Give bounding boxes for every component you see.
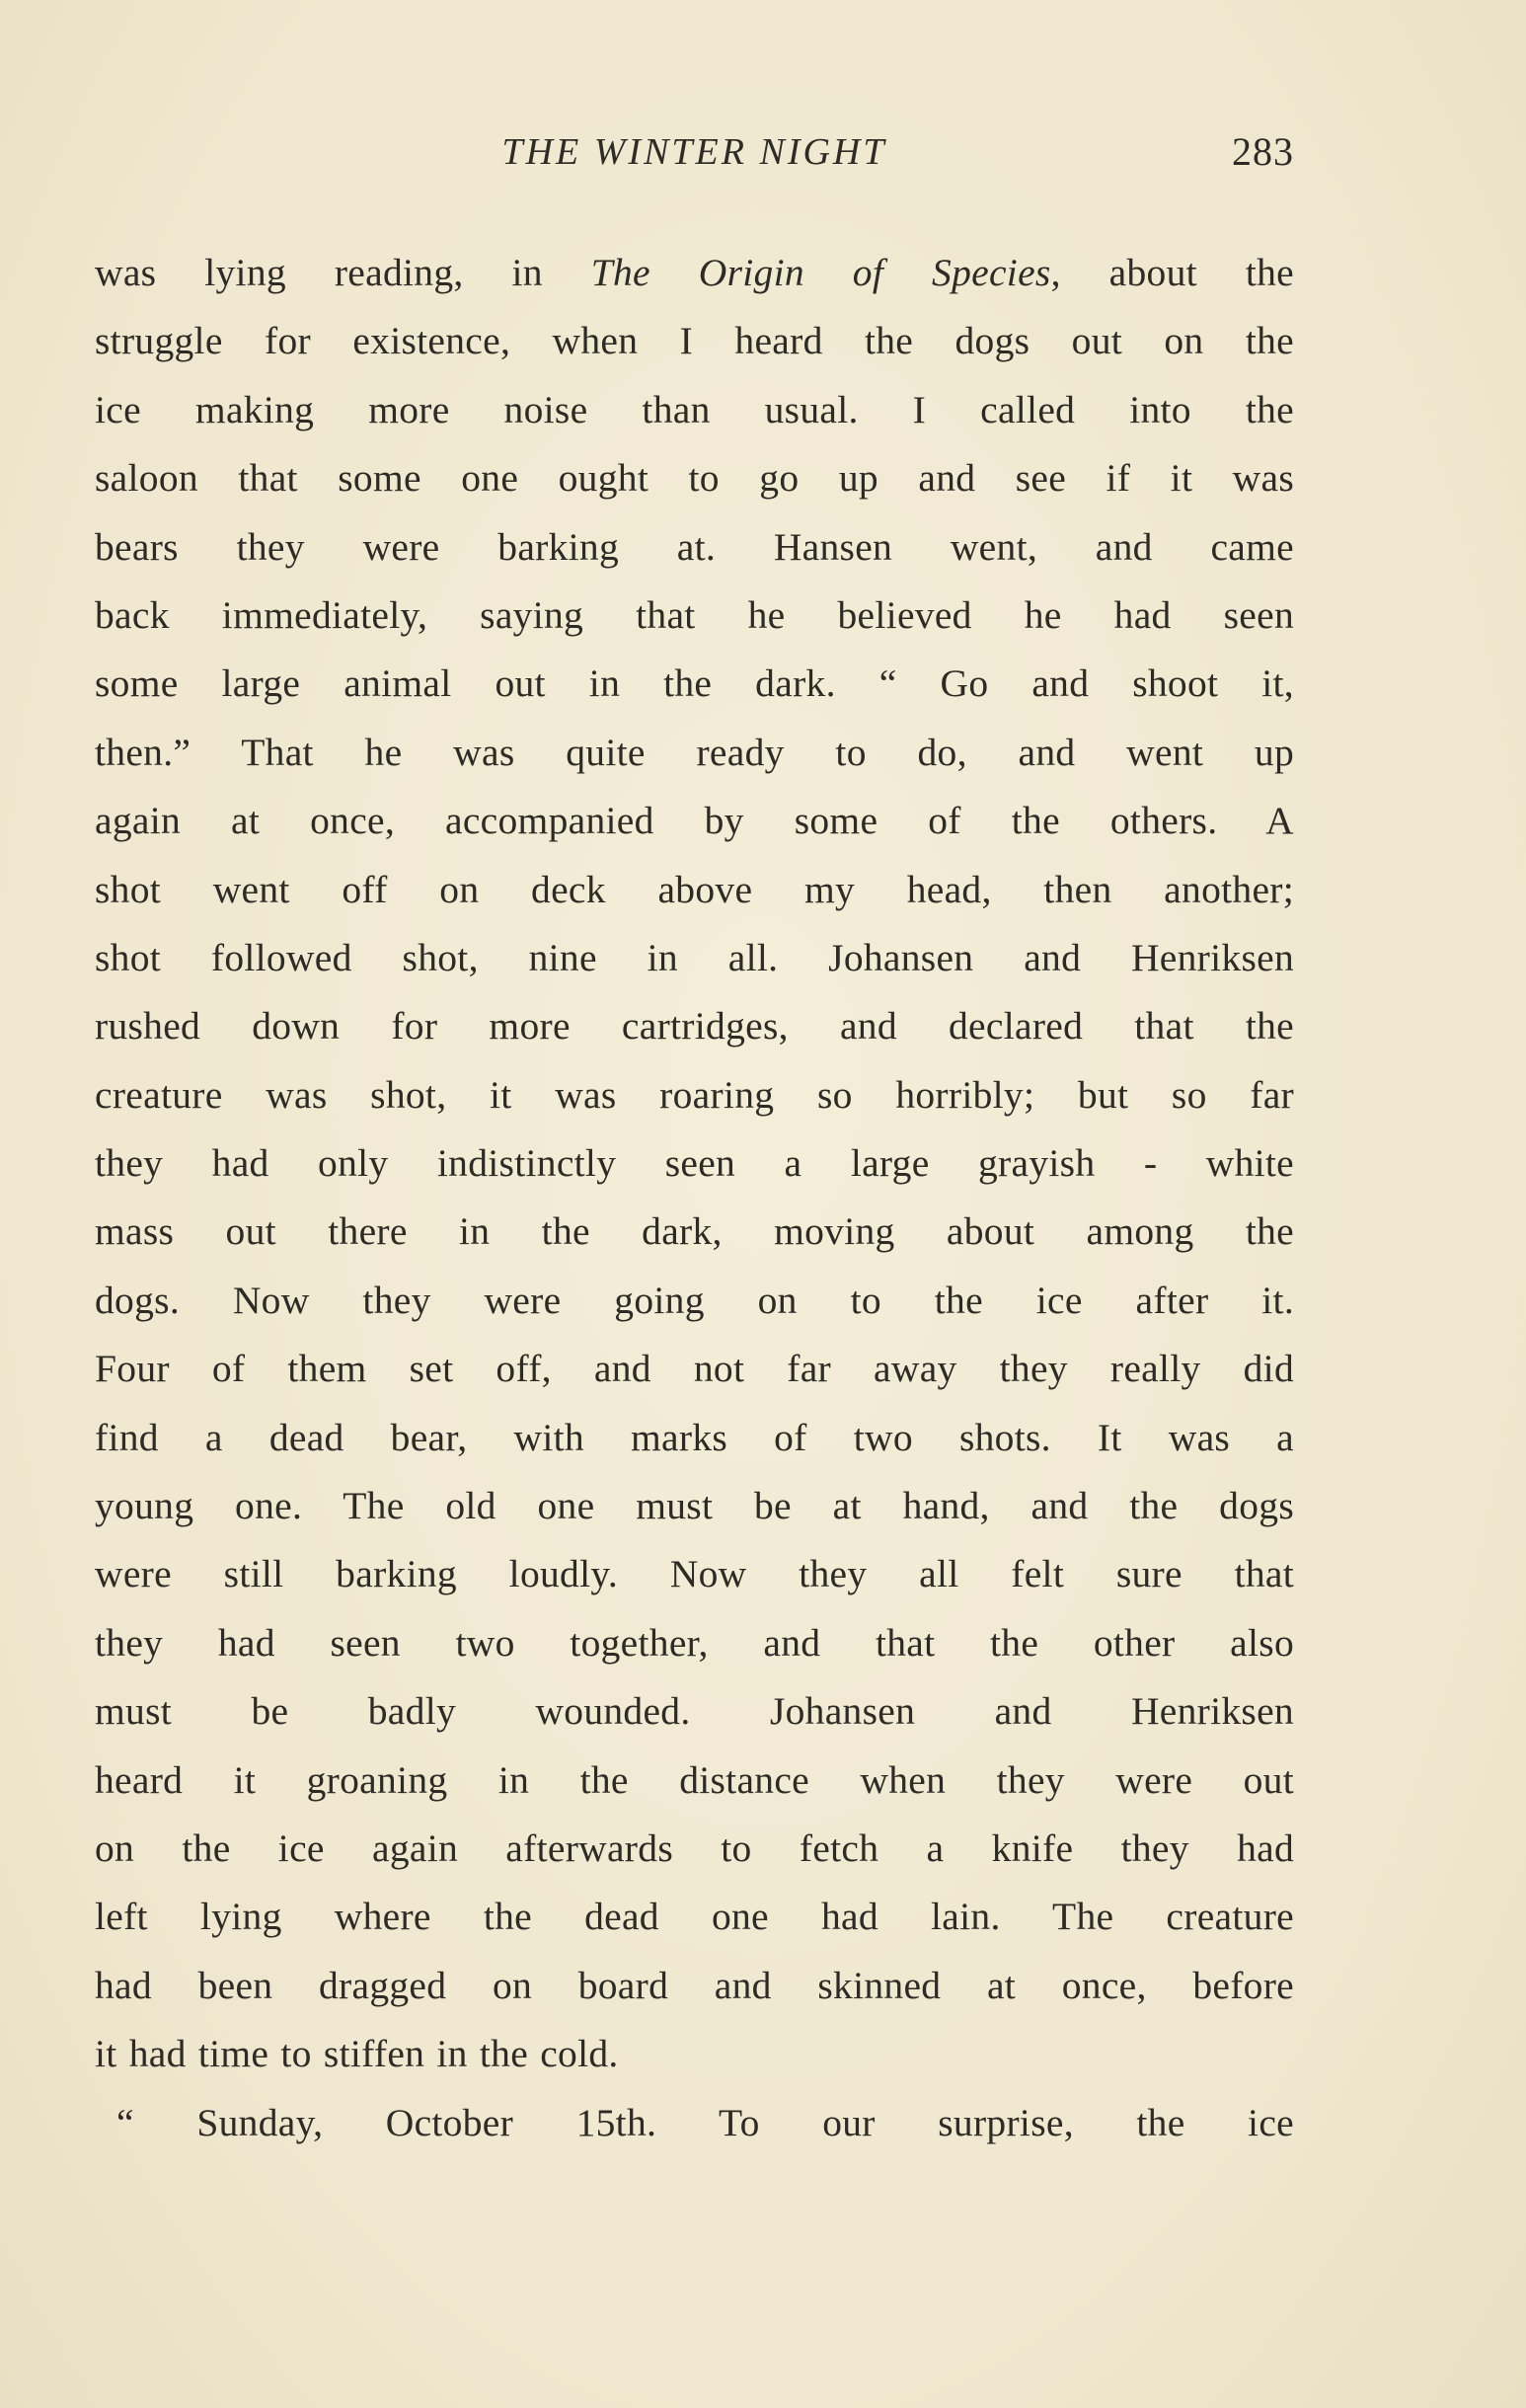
running-head (95, 122, 1294, 182)
text-line-17: Four of them set off, and not far away they really did (95, 1347, 1294, 1391)
text-line-15: mass out there in the dark, moving about among the (95, 1209, 1294, 1254)
text-line-11: shot followed shot, nine in all. Johansen and Henriksen (95, 935, 1294, 979)
text-line-3: ice making more noise than usual. I called into the (95, 387, 1294, 431)
text-line-25: left lying where the dead one had lain. The creature (95, 1895, 1294, 1939)
text-line-20: were still barking loudly. Now they all felt sure that (95, 1552, 1294, 1596)
text-line-7: some large animal out in the dark. “ Go and shoot it, (95, 661, 1294, 706)
text-line-10: shot went off on deck above my head, then another; (95, 867, 1294, 911)
text-line-18: find a dead bear, with marks of two shots. It was a (95, 1415, 1294, 1459)
text-line-12: rushed down for more cartridges, and declared that the (95, 1004, 1294, 1049)
text-line-21: they had seen two together, and that the other also (95, 1620, 1294, 1665)
text-line-26: had been dragged on board and skinned at once, before (95, 1963, 1294, 2007)
text-line-27: it had time to stiffen in the cold. (95, 2032, 619, 2076)
book-title-italic: The Origin of Species (590, 251, 1051, 294)
body-text (95, 239, 1294, 2157)
text-line-13: creature was shot, it was roaring so horribly; but so far (95, 1072, 1294, 1117)
text-line-6: back immediately, saying that he believed he had seen (95, 592, 1294, 637)
text-run: was lying reading, in (95, 251, 591, 294)
text-line-2: struggle for existence, when I heard the dogs out on the (95, 319, 1294, 363)
text-line-14: they had only indistinctly seen a large grayish - white (95, 1141, 1294, 1186)
page-number: 283 (1232, 129, 1294, 174)
running-title: THE WINTER NIGHT (501, 131, 887, 173)
text-line-28: “ Sunday, October 15th. To our surprise, the ice (116, 2100, 1294, 2144)
text-line-24: on the ice again afterwards to fetch a knife they had (95, 1825, 1294, 1870)
text-run: , about the (1050, 251, 1294, 294)
text-line-8: then.” That he was quite ready to do, and went up (95, 730, 1294, 774)
text-line-9: again at once, accompanied by some of the others. A (95, 799, 1294, 843)
text-line-22: must be badly wounded. Johansen and Henriksen (95, 1689, 1294, 1734)
text-line-4: saloon that some one ought to go up and see if it was (95, 456, 1294, 501)
text-line-1 (95, 239, 1294, 307)
text-line-23: heard it groaning in the distance when they were out (95, 1757, 1294, 1802)
text-line-5: bears they were barking at. Hansen went, and came (95, 524, 1294, 569)
text-line-19: young one. The old one must be at hand, and the dogs (95, 1484, 1294, 1528)
text-line-16: dogs. Now they were going on to the ice after it. (95, 1278, 1294, 1322)
